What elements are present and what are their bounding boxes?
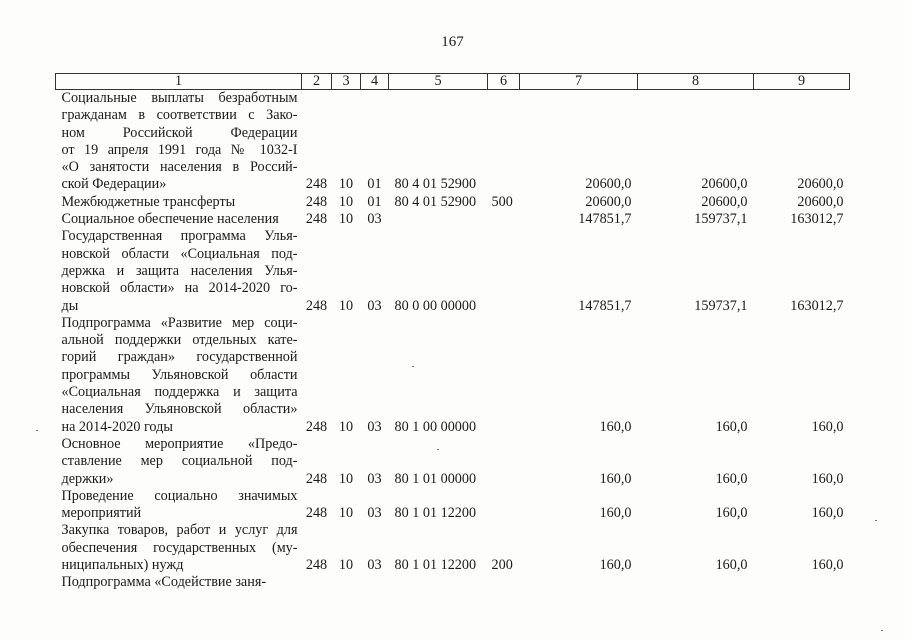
cell-col-5: 80 4 01 52900 [394, 193, 477, 210]
cell-col-5: 80 1 01 12200 [394, 557, 477, 574]
cell-col-3 [332, 574, 361, 591]
cell-description [56, 436, 302, 488]
description-line: Закупка товаров, работ и услуг для [61, 522, 298, 539]
cell-col-4: 03 [367, 470, 382, 487]
description-line: Проведение социально значимых [61, 487, 298, 504]
cell-description [56, 90, 302, 194]
description-line: «О занятости населения в Россий- [61, 159, 298, 176]
cell-col-4: 01 [367, 193, 382, 210]
description-line: держка и защита населения Улья- [61, 262, 298, 279]
cell-col-6: 200 [491, 557, 513, 574]
cell-col-7: 20600,0 [585, 176, 632, 193]
cell-description [56, 211, 302, 228]
cell-description [56, 574, 302, 591]
description-line: ниципальных) нужд [61, 557, 184, 574]
cell-col-3: 10 [338, 505, 354, 522]
cell-col-8: 20600,0 [701, 176, 748, 193]
description-line: населения Ульяновской области» [61, 401, 298, 418]
cell-col-6 [488, 315, 520, 436]
header-col-3: 3 [332, 74, 361, 90]
cell-col-3: 10 [338, 297, 354, 314]
cell-col-2: 248 [305, 211, 328, 228]
cell-col-3: 10 [338, 418, 354, 435]
cell-col-6 [488, 574, 520, 591]
cell-col-5: 80 1 01 00000 [394, 470, 477, 487]
cell-col-4: 03 [367, 211, 382, 228]
cell-description [56, 488, 302, 523]
cell-col-9: 20600,0 [797, 193, 844, 210]
cell-col-3: 10 [338, 211, 354, 228]
cell-col-8: 160,0 [715, 418, 748, 435]
cell-col-4: 03 [367, 505, 382, 522]
table-row [56, 211, 850, 228]
description-line: Социальное обеспечение населения [61, 211, 279, 228]
cell-col-4: 03 [367, 418, 382, 435]
description-line: новской области» на 2014-2020 го- [61, 280, 298, 297]
cell-col-2: 248 [305, 193, 328, 210]
description-line: «Социальная поддержка и защита [61, 384, 298, 401]
cell-col-8: 160,0 [715, 470, 748, 487]
cell-col-2: 248 [305, 470, 328, 487]
cell-col-7: 147851,7 [578, 211, 632, 228]
cell-col-6 [488, 90, 520, 194]
cell-col-6: 500 [491, 193, 513, 210]
cell-col-3: 10 [338, 193, 354, 210]
table-row [56, 574, 850, 591]
cell-col-7: 160,0 [599, 557, 632, 574]
cell-col-5 [389, 574, 488, 591]
description-line: Подпрограмма «Развитие мер соци- [61, 314, 298, 331]
cell-col-6 [488, 228, 520, 314]
cell-col-8: 20600,0 [701, 193, 748, 210]
cell-col-9 [754, 574, 850, 591]
table-body [56, 90, 850, 592]
cell-col-3: 10 [338, 470, 354, 487]
cell-col-2: 248 [305, 176, 328, 193]
header-col-6: 6 [488, 74, 520, 90]
scan-speck [36, 430, 38, 431]
description-line: альной поддержки отдельных кате- [61, 332, 298, 349]
cell-col-6 [488, 488, 520, 523]
cell-description [56, 522, 302, 574]
scan-speck [437, 449, 439, 450]
description-line: Основное мероприятие «Предо- [61, 435, 298, 452]
cell-col-5 [389, 211, 488, 228]
header-row [56, 74, 850, 90]
cell-col-5: 80 0 00 00000 [394, 297, 477, 314]
cell-col-8 [638, 574, 754, 591]
cell-col-2: 248 [305, 557, 328, 574]
description-line: ставление мер социальной под- [61, 453, 298, 470]
budget-table [55, 73, 850, 592]
table-row [56, 194, 850, 211]
table-row [56, 522, 850, 574]
cell-col-9: 20600,0 [797, 176, 844, 193]
description-line: гражданам в соответствии с Зако- [61, 107, 298, 124]
cell-description [56, 194, 302, 211]
cell-col-3: 10 [338, 176, 354, 193]
cell-col-4: 03 [367, 557, 382, 574]
header-col-1: 1 [56, 74, 302, 90]
cell-col-9: 160,0 [811, 418, 844, 435]
header-col-9: 9 [754, 74, 850, 90]
cell-col-7: 20600,0 [585, 193, 632, 210]
description-line: Межбюджетные трансферты [61, 193, 236, 210]
description-line: обеспечения государственных (му- [61, 539, 298, 556]
table-row [56, 315, 850, 436]
cell-col-2: 248 [305, 297, 328, 314]
cell-col-4: 01 [367, 176, 382, 193]
description-line: от 19 апреля 1991 года № 1032-I [61, 141, 298, 158]
cell-col-2 [302, 574, 332, 591]
header-col-4: 4 [361, 74, 389, 90]
cell-col-3: 10 [338, 557, 354, 574]
cell-col-5: 80 1 00 00000 [394, 418, 477, 435]
cell-col-7: 160,0 [599, 418, 632, 435]
description-line: новской области «Социальная под- [61, 245, 298, 262]
cell-col-7: 160,0 [599, 470, 632, 487]
cell-col-2: 248 [305, 505, 328, 522]
header-col-2: 2 [302, 74, 332, 90]
page-number: 167 [441, 34, 464, 50]
cell-col-9: 160,0 [811, 505, 844, 522]
cell-col-9: 160,0 [811, 470, 844, 487]
description-line: ном Российской Федерации [61, 124, 298, 141]
cell-col-4 [361, 574, 389, 591]
cell-col-6 [488, 211, 520, 228]
cell-col-9: 160,0 [811, 557, 844, 574]
table-row [56, 488, 850, 523]
cell-col-2: 248 [305, 418, 328, 435]
cell-col-6 [488, 436, 520, 488]
description-line: ды [61, 297, 79, 314]
scan-speck [412, 366, 414, 367]
cell-col-8: 160,0 [715, 505, 748, 522]
cell-col-4: 03 [367, 297, 382, 314]
cell-col-7: 147851,7 [578, 297, 632, 314]
header-col-7: 7 [520, 74, 638, 90]
cell-col-9: 163012,7 [790, 297, 844, 314]
table-row [56, 90, 850, 194]
description-line: держки» [61, 470, 114, 487]
description-line: ской Федерации» [61, 176, 167, 193]
cell-col-7 [520, 574, 638, 591]
description-line: Подпрограмма «Содействие заня- [61, 574, 267, 591]
description-line: на 2014-2020 годы [61, 418, 173, 435]
cell-col-8: 159737,1 [694, 297, 748, 314]
table-row [56, 228, 850, 314]
cell-col-5: 80 1 01 12200 [394, 505, 477, 522]
scan-speck [875, 520, 877, 521]
description-line: мероприятий [61, 505, 142, 522]
cell-description [56, 228, 302, 314]
header-col-8: 8 [638, 74, 754, 90]
cell-col-9: 163012,7 [790, 211, 844, 228]
table-row [56, 436, 850, 488]
description-line: Государственная программа Улья- [61, 228, 298, 245]
description-line: Социальные выплаты безработным [61, 90, 298, 106]
description-line: горий граждан» государственной [61, 349, 298, 366]
cell-col-8: 160,0 [715, 557, 748, 574]
cell-col-5: 80 4 01 52900 [394, 176, 477, 193]
cell-description [56, 315, 302, 436]
header-col-5: 5 [389, 74, 488, 90]
description-line: программы Ульяновской области [61, 366, 298, 383]
scan-speck [881, 630, 883, 631]
table-header [56, 74, 850, 90]
cell-col-7: 160,0 [599, 505, 632, 522]
cell-col-8: 159737,1 [694, 211, 748, 228]
